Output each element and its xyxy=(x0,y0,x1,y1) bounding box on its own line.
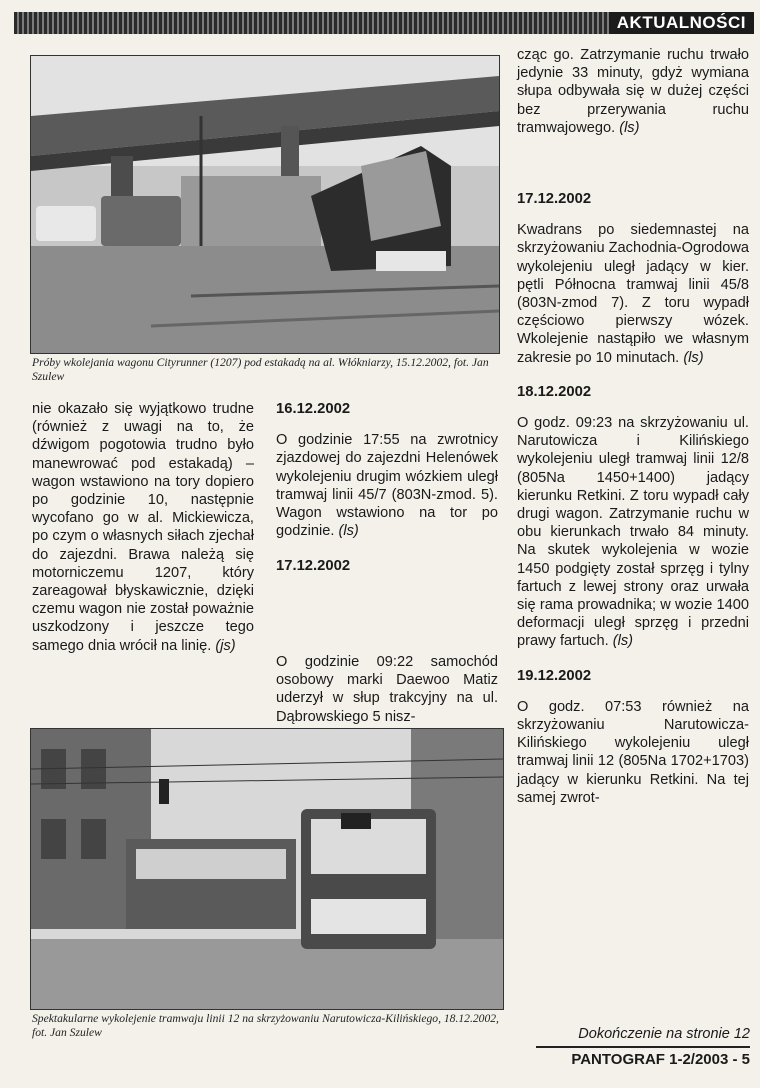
author-signature: (ls) xyxy=(619,119,640,136)
photo-bottom-caption: Spektakularne wykolejenie tramwaju linii 12 na skrzyżowaniu Narutowicza-Kilińskiego, 18.12.2002, fot. Jan Szulew xyxy=(32,1012,499,1039)
entry-continuation xyxy=(517,46,749,137)
entry-body: O godz. 09:23 na skrzyżowaniu ul. Narutowicza i Kilińskiego wykolejeniu uległ tramwaj linii 12/8 (805Na 1450+1400) jadący kierunku Retkini. Z toru wypadł cały drugi wagon. Zatrzymanie ruchu w obu kierunkach trwało 84 minuty. Na skutek wykolejenia w wozie 1450 podgięty został sprzęg i tylny fartuch z lewej strony oraz urwała się rama prowadnika; w wozie 1400 deformacji uległ sprzęg i przedni prawy fartuch. xyxy=(517,415,749,650)
article-text: nie okazało się wyjątkowo trudne (również z uwagi na to, że dźwigom pogotowia trudno było manewrować pod estakadą) – wagon wstawiono na tory dopiero po godzinie 10, następnie wycofano go w al. Mickiewicza, po czym o własnych siłach zjechał do zajezdni. Brawa należą się motorniczemu 1207, który zareagował błyskawicznie, dzięki czemu wagon nie został poważnie uszkodzony i jeszcze tego samego dnia wrócił na linię. xyxy=(32,401,254,654)
entry-text xyxy=(517,414,749,651)
entry-date: 19.12.2002 xyxy=(517,667,592,684)
entry-body: O godzinie 17:55 na zwrotnicy zjazdowej do zajezdni Helenówek wykolejeniu drugim wózkiem uległ tramwaj linii 45/7 (803N-zmod. 5). Wagon wstawiono na tor po godzinie. xyxy=(276,432,498,540)
entry-text xyxy=(517,221,749,367)
column-3-entries xyxy=(517,190,749,807)
column-2 xyxy=(276,400,498,576)
photo-illustration xyxy=(31,729,503,1009)
column-3 xyxy=(517,46,749,137)
author-signature: (ls) xyxy=(612,633,633,650)
entry-body: Kwadrans po siedemnastej na skrzyżowaniu Zachodnia-Ogrodowa wykolejeniu uległ jadący w kier. pętli Północna tramwaj linii 45/8 (803N-zmod 7). Z toru wypadł częściowo pierwszy wózek. Wkolejenie nastąpiło we własnym zakresie po 10 minutach. xyxy=(517,222,749,366)
photo-illustration xyxy=(31,56,499,353)
page-footer: PANTOGRAF 1-2/2003 - 5 xyxy=(571,1051,750,1068)
entry-body: cząc go. Zatrzymanie ruchu trwało jedynie 33 minuty, gdyż wymiana słupa odbywała się w dużej części bez przerywania ruchu tramwajowego. xyxy=(517,47,749,136)
photo-derailed-tram-line-12 xyxy=(30,728,504,1010)
photo-top-caption: Próby wkolejania wagonu Cityrunner (1207) pod estakadą na al. Włókniarzy, 15.12.2002, fot. Jan Szulew xyxy=(32,356,489,383)
continued-note: Dokończenie na stronie 12 xyxy=(578,1026,750,1042)
article-continuation xyxy=(32,400,254,655)
entry-body: O godzinie 09:22 samochód osobowy marki Daewoo Matiz uderzył w słup trakcyjny na ul. Dąbrowskiego 5 nisz- xyxy=(276,654,498,725)
column-1 xyxy=(32,400,254,655)
column-2-entry-2-text xyxy=(276,653,498,726)
author-signature: (js) xyxy=(215,637,236,654)
entry-text xyxy=(276,653,498,726)
entry-date: 18.12.2002 xyxy=(517,383,592,400)
entry-text xyxy=(517,698,749,807)
author-signature: (ls) xyxy=(338,523,359,540)
footer-rule xyxy=(536,1046,750,1048)
entry-date: 16.12.2002 xyxy=(276,401,351,417)
photo-cityrunner-estakada xyxy=(30,55,500,354)
entry-body: O godz. 07:53 również na skrzyżowaniu Narutowicza-Kilińskiego wykolejeniu uległ tramwaj linii 12 (805Na 1702+1703) jadący w kierunku Retkini. Na tej samej zwrot- xyxy=(517,698,749,806)
entry-date: 17.12.2002 xyxy=(276,558,351,575)
entry-date: 17.12.2002 xyxy=(517,191,592,207)
author-signature: (ls) xyxy=(683,349,704,366)
entry-text xyxy=(276,431,498,540)
section-title: AKTUALNOŚCI xyxy=(609,12,754,34)
